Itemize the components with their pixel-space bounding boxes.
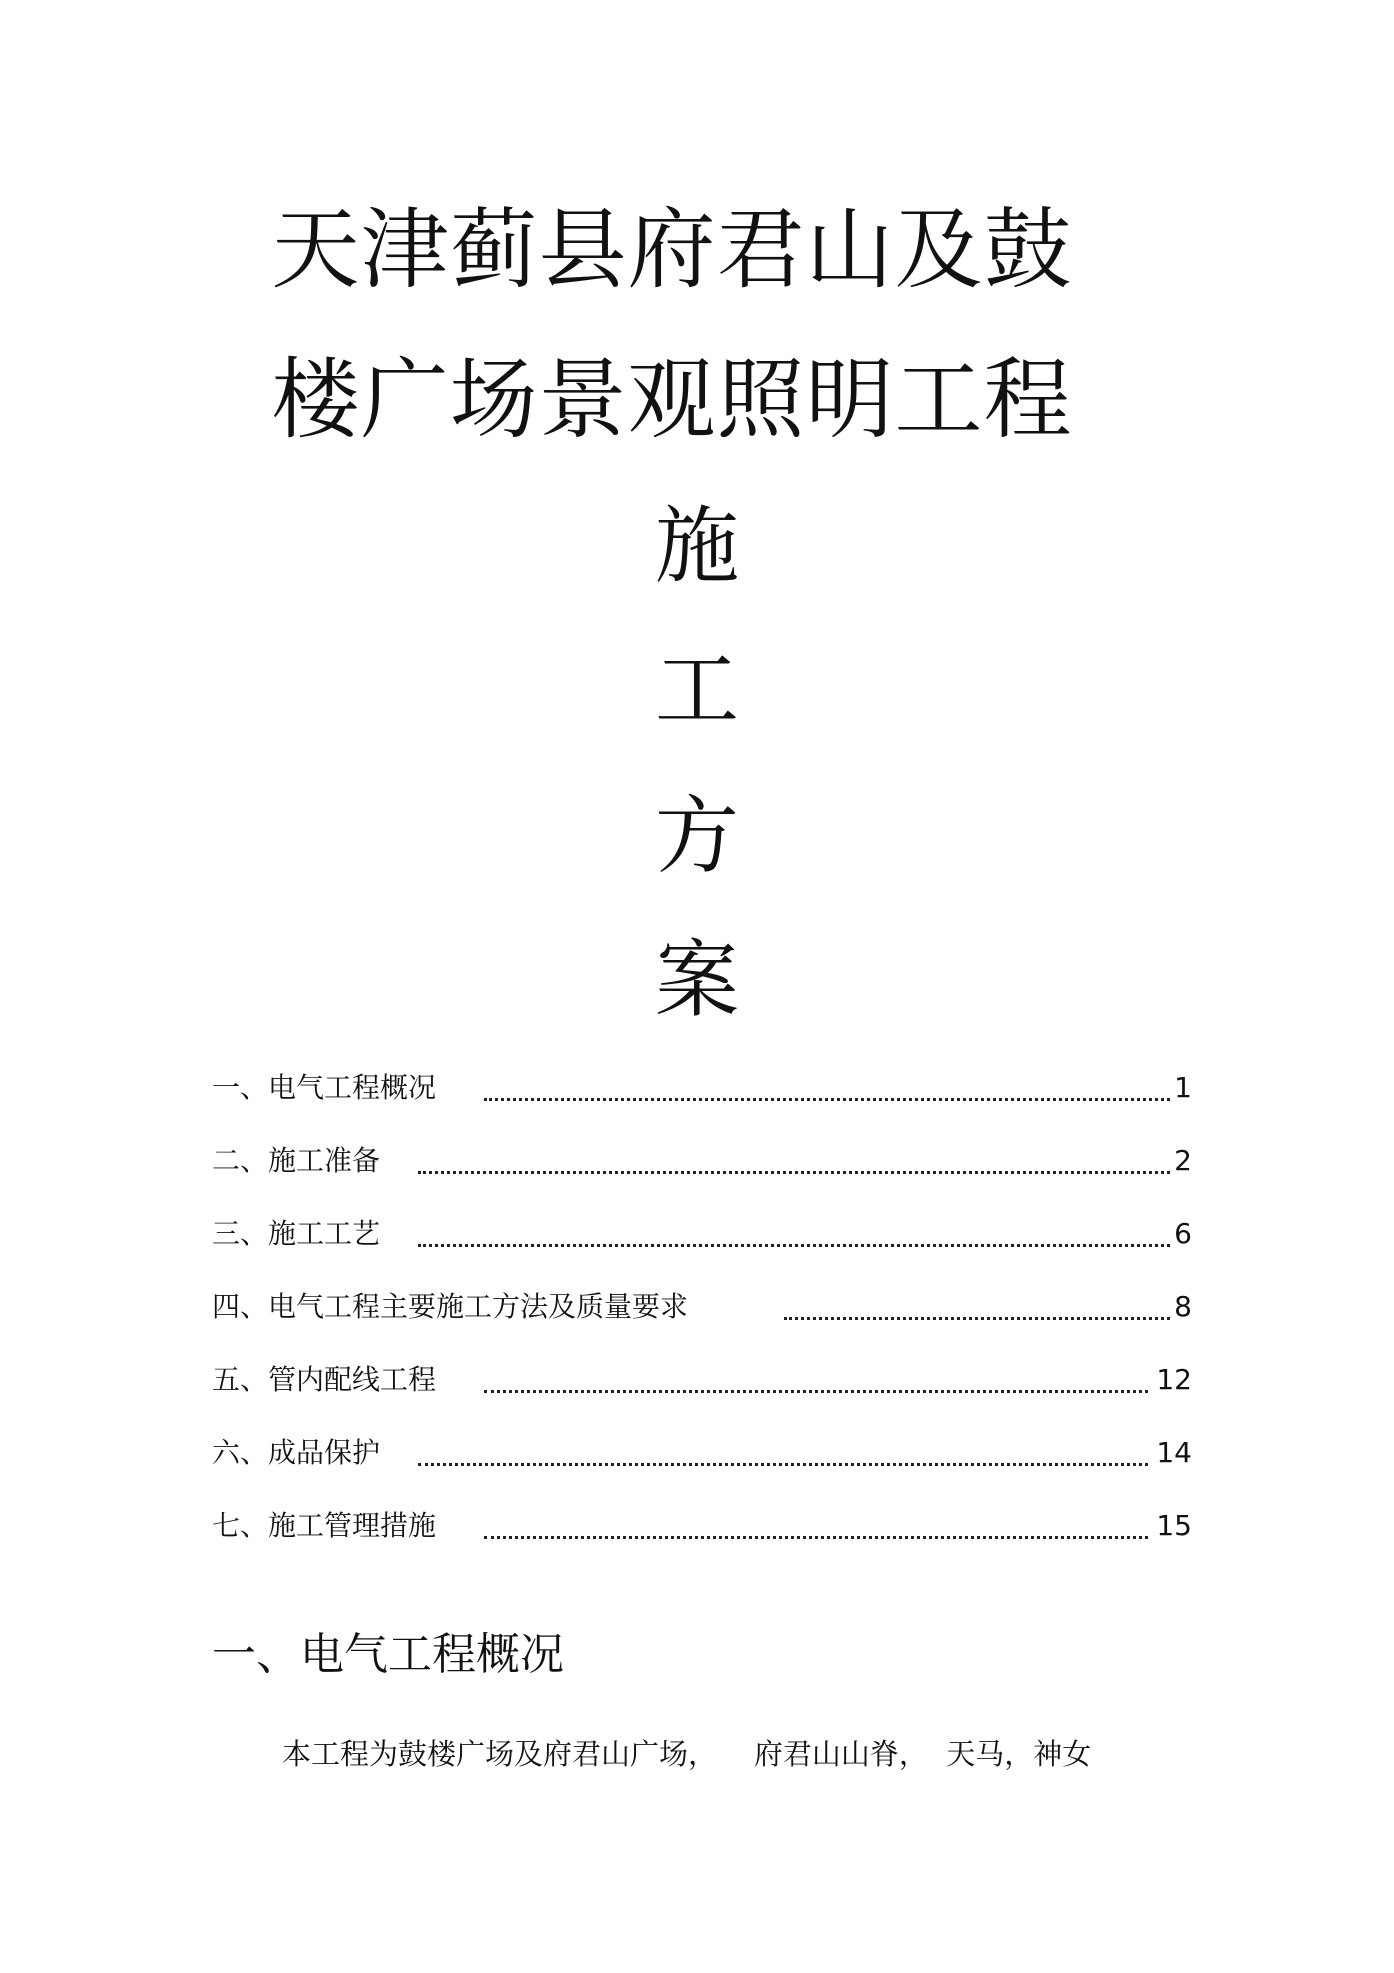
toc-entry[interactable] — [212, 1139, 1192, 1183]
toc-entry[interactable] — [212, 1066, 1192, 1110]
toc-entry[interactable] — [212, 1431, 1192, 1475]
toc-entry-label: 三、施工工艺 — [212, 1217, 381, 1250]
toc-entry[interactable] — [212, 1358, 1192, 1402]
toc-entry[interactable] — [212, 1212, 1192, 1256]
toc-entry-label: 五、管内配线工程 — [212, 1363, 437, 1396]
toc-dot-leader — [484, 1057, 1170, 1101]
toc-entry-label: 七、施工管理措施 — [212, 1509, 437, 1542]
document-title-line-2: 楼广场景观照明工程 — [271, 348, 1073, 451]
toc-entry[interactable] — [212, 1285, 1192, 1329]
toc-entry-page: 8 — [1174, 1290, 1192, 1323]
section-body-text: 本工程为鼓楼广场及府君山广场， 府君山山脊， 天马，神女 — [282, 1737, 1092, 1771]
document-title-char-an: 案 — [654, 931, 739, 1029]
toc-entry-label: 六、成品保护 — [212, 1436, 381, 1469]
document-title-char-shi: 施 — [654, 497, 739, 595]
toc-dot-leader — [418, 1130, 1170, 1174]
document-title-line-1: 天津蓟县府君山及鼓 — [271, 198, 1073, 301]
toc-entry-page: 14 — [1156, 1436, 1192, 1469]
toc-entry-page: 12 — [1156, 1363, 1192, 1396]
toc-dot-leader — [484, 1349, 1148, 1393]
toc-dot-leader — [418, 1203, 1170, 1247]
toc-entry-page: 6 — [1174, 1217, 1192, 1250]
toc-entry-label: 一、电气工程概况 — [212, 1071, 437, 1104]
section-heading: 一、电气工程概况 — [212, 1629, 564, 1680]
toc-entry[interactable] — [212, 1504, 1192, 1548]
toc-entry-page: 2 — [1174, 1144, 1192, 1177]
toc-dot-leader — [484, 1495, 1148, 1539]
toc-entry-page: 1 — [1174, 1071, 1192, 1104]
document-title-char-gong: 工 — [654, 641, 739, 739]
toc-entry-label: 四、电气工程主要施工方法及质量要求 — [212, 1290, 689, 1323]
document-title-char-fang: 方 — [654, 787, 739, 885]
toc-dot-leader — [418, 1422, 1148, 1466]
toc-entry-label: 二、施工准备 — [212, 1144, 381, 1177]
toc-entry-page: 15 — [1156, 1509, 1192, 1542]
toc-dot-leader — [784, 1276, 1170, 1320]
